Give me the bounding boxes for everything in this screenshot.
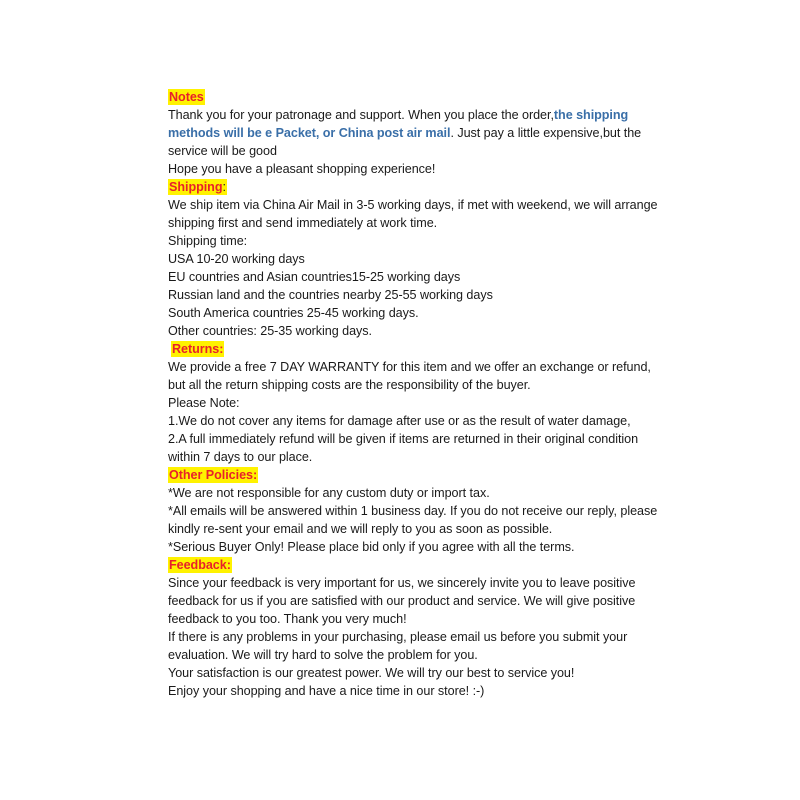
feedback-line: Your satisfaction is our greatest power. We will try our best to service you! [168, 666, 575, 680]
other-policies-heading-line [168, 466, 638, 484]
other-policies-line: *Serious Buyer Only! Please place bid only if you agree with all the terms. [168, 540, 575, 554]
notes-line-4: Hope you have a pleasant shopping experience! [168, 162, 436, 176]
returns-line: but all the return shipping costs are the responsibility of the buyer. [168, 378, 531, 392]
returns-line: 1.We do not cover any items for damage after use or as the result of water damage, [168, 414, 631, 428]
shipping-heading-text: Shipping [169, 180, 223, 194]
shipping-line: Other countries: 25-35 working days. [168, 324, 372, 338]
feedback-heading: Feedback: [169, 558, 231, 572]
shipping-line: EU countries and Asian countries15-25 working days [168, 270, 461, 284]
returns-heading-line [168, 340, 638, 358]
shipping-line: Russian land and the countries nearby 25-55 working days [168, 288, 493, 302]
feedback-line: feedback to you too. Thank you very much! [168, 612, 407, 626]
returns-line: Please Note: [168, 396, 240, 410]
policy-document [168, 88, 658, 700]
notes-line-3: service will be good [168, 144, 277, 158]
returns-heading: Returns: [172, 342, 224, 356]
shipping-line: shipping first and send immediately at work time. [168, 216, 438, 230]
feedback-line: Enjoy your shopping and have a nice time in our store! :-) [168, 684, 485, 698]
shipping-heading-colon: : [222, 180, 226, 194]
notes-heading: Notes [169, 90, 204, 104]
notes-line-2 [168, 124, 642, 142]
notes-text: . Just pay a little expensive,but the [450, 126, 642, 140]
feedback-heading-line [168, 556, 638, 574]
notes-line-1 [168, 106, 638, 124]
shipping-heading-line [168, 178, 638, 196]
shipping-methods-highlight: the shipping [553, 108, 629, 122]
shipping-methods-highlight: methods will be e Packet, or China post air mail [168, 126, 451, 140]
shipping-line: USA 10-20 working days [168, 252, 305, 266]
feedback-line: evaluation. We will try hard to solve the problem for you. [168, 648, 478, 662]
feedback-line: feedback for us if you are satisfied with our product and service. We will give positive [168, 594, 636, 608]
other-policies-line: *All emails will be answered within 1 business day. If you do not receive our reply, please [168, 504, 658, 518]
returns-line: within 7 days to our place. [168, 450, 313, 464]
notes-text: Thank you for your patronage and support. When you place the order, [168, 108, 554, 122]
feedback-line: Since your feedback is very important for us, we sincerely invite you to leave positive [168, 576, 636, 590]
shipping-heading [168, 179, 227, 195]
shipping-line: Shipping time: [168, 234, 248, 248]
other-policies-heading: Other Policies: [169, 468, 258, 482]
returns-line: 2.A full immediately refund will be given if items are returned in their original condition [168, 432, 639, 446]
shipping-line: We ship item via China Air Mail in 3-5 working days, if met with weekend, we will arrange [168, 198, 658, 212]
other-policies-line: kindly re-sent your email and we will reply to you as soon as possible. [168, 522, 553, 536]
shipping-line: South America countries 25-45 working days. [168, 306, 419, 320]
notes-heading-line [168, 88, 638, 106]
returns-line: We provide a free 7 DAY WARRANTY for this item and we offer an exchange or refund, [168, 360, 651, 374]
other-policies-line: *We are not responsible for any custom duty or import tax. [168, 486, 490, 500]
feedback-line: If there is any problems in your purchasing, please email us before you submit your [168, 630, 628, 644]
